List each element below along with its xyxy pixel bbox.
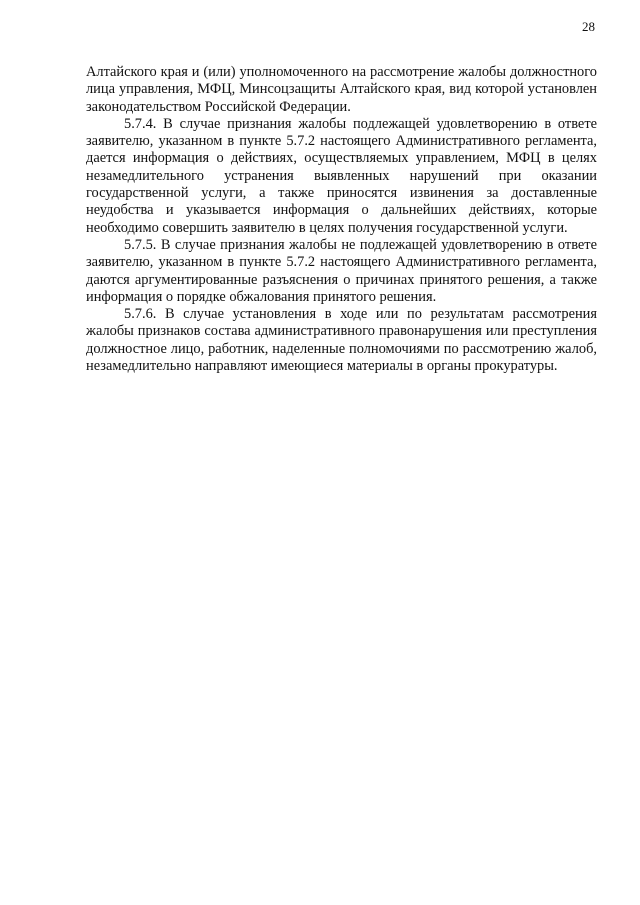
document-body	[86, 64, 597, 375]
paragraph-5-7-4: 5.7.4. В случае признания жалобы подлежащей удовлетворению в ответе заявителю, указанном в пункте 5.7.2 настоящего Административного регламента, дается информация о действиях, осуществляемых управлением, МФЦ в целях незамедлительного устранения выявленных нарушений при оказании государственной услуги, а также приносятся извинения за доставленные неудобства и указывается информация о дальнейших действиях, которые необходимо совершить заявителю в целях получения государственной услуги.	[86, 115, 597, 236]
page-number: 28	[582, 19, 595, 34]
paragraph-5-7-6: 5.7.6. В случае установления в ходе или по результатам рассмотрения жалобы признаков состава административного правонарушения или преступления должностное лицо, работник, наделенные полномочиями по рассмотрению жалоб, незамедлительно направляют имеющиеся материалы в органы прокуратуры.	[86, 306, 597, 375]
paragraph-5-7-5: 5.7.5. В случае признания жалобы не подлежащей удовлетворению в ответе заявителю, указанном в пункте 5.7.2 настоящего Административного регламента, даются аргументированные разъяснения о причинах принятого решения, а также информация о порядке обжалования принятого решения.	[86, 236, 597, 305]
paragraph-continuation: Алтайского края и (или) уполномоченного на рассмотрение жалобы должностного лица управления, МФЦ, Минсоцзащиты Алтайского края, вид которой установлен законодательством Российской Федерации.	[86, 64, 597, 115]
